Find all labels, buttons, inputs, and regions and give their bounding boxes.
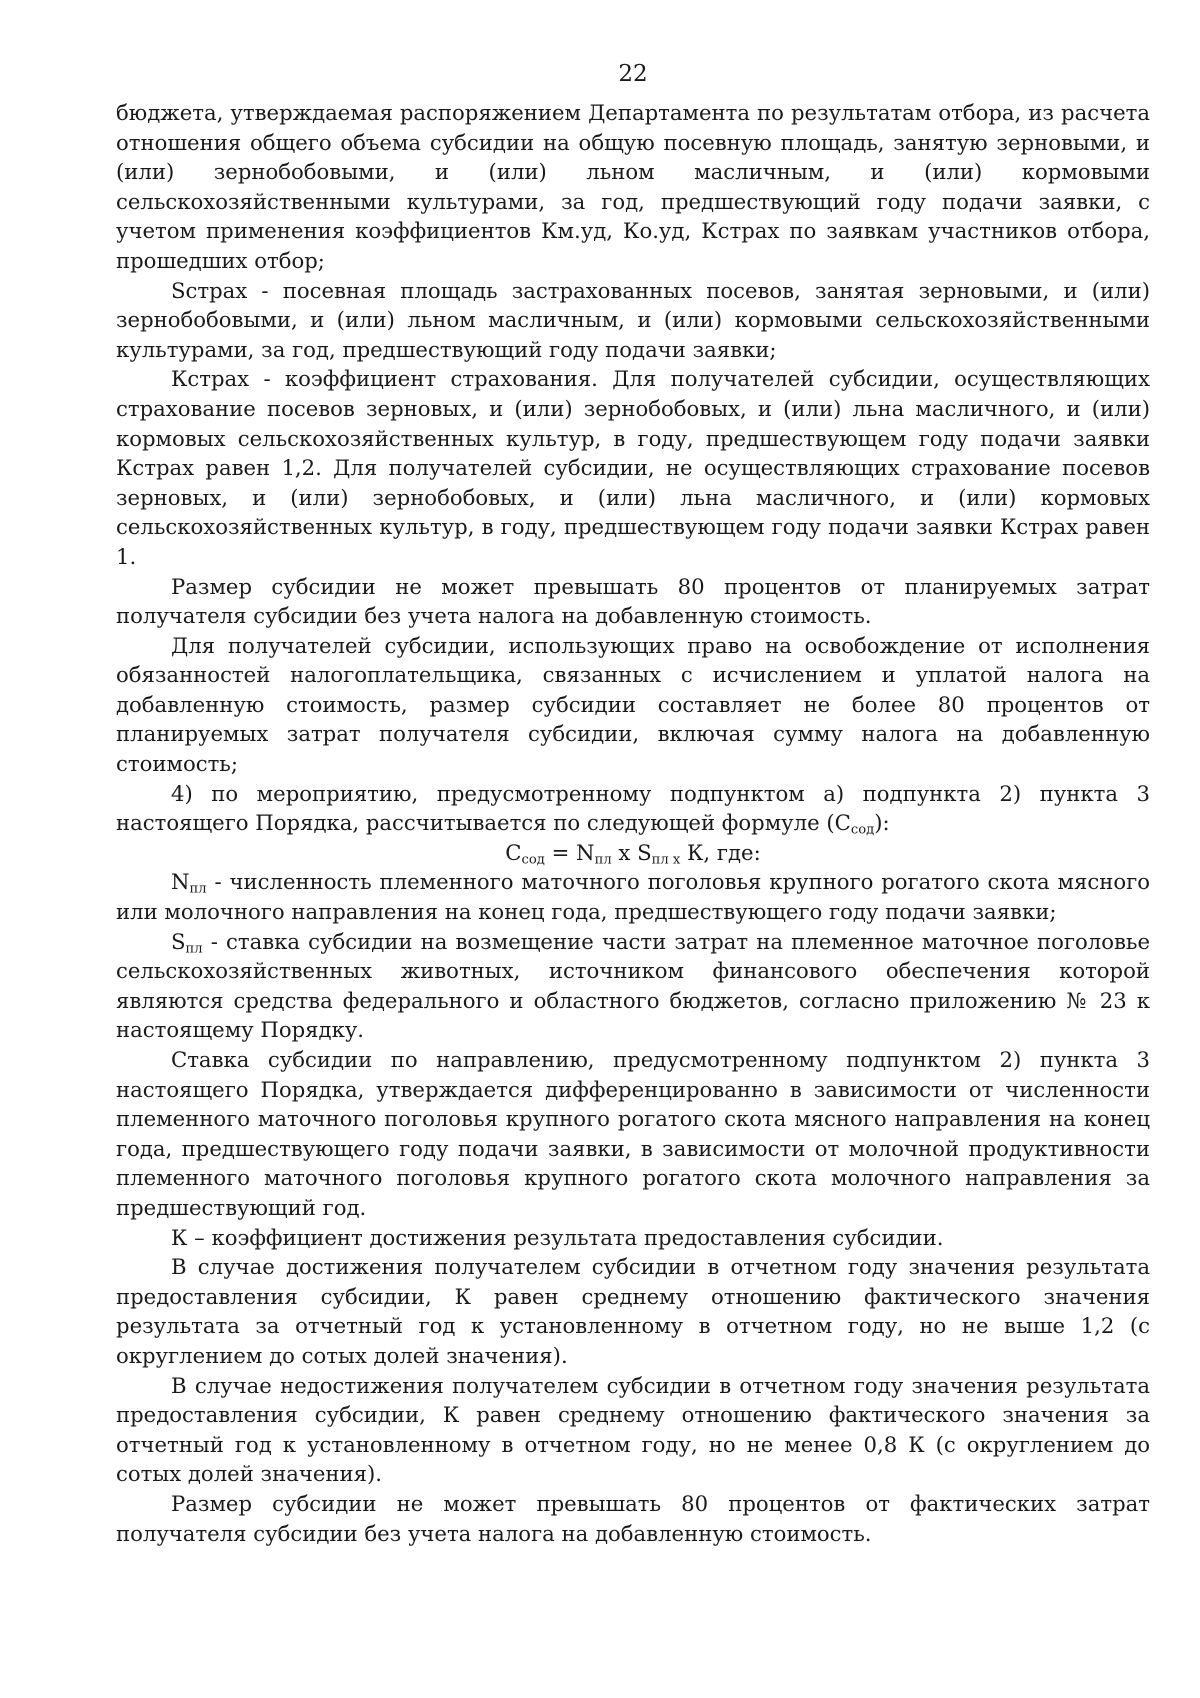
formula-c-subscript: сод [521, 852, 545, 868]
paragraph-result-not-achieved: В случае недостижения получателем субсидии в отчетном году значения результата предоставления субсидии, К равен среднему отношению фактического значения за отчетный год к установленному в отчетном году, но не менее 0,8 К (с округлением до сотых долей значения). [116, 1372, 1150, 1487]
item-4-text: 4) по мероприятию, предусмотренному подпунктом а) подпункта 2) пункта 3 настоящего Порядка, рассчитывается по следующей формуле (С [116, 780, 1150, 836]
item-4-subscript: сод [850, 822, 875, 838]
paragraph-s-pl [116, 927, 1150, 1045]
s-pl-symbol: S [171, 928, 186, 954]
formula-times-s: х S [611, 839, 652, 865]
document-body [116, 98, 1150, 1548]
paragraph-k-strakh: Кстрах - коэффициент страхования. Для получателей субсидии, осуществляющих страхование посевов зерновых, и (или) зернобобовых, и (или) льна масличного, и (или) кормовых сельскохозяйственных культур, в году, предшествующем году подачи заявки Кстрах равен 1,2. Для получателей субсидии, не осуществляющих страхование посевов зерновых, и (или) зернобобовых, и (или) льна масличного, и (или) кормовых сельскохозяйственных культур, в году, предшествующем году подачи заявки Кстрах равен 1. [116, 366, 1150, 569]
paragraph-actual-cost-limit: Размер субсидии не может превышать 80 процентов от фактических затрат получателя субсидии без учета налога на добавленную стоимость. [116, 1490, 1150, 1546]
n-pl-symbol: N [171, 869, 190, 895]
item-4-end: ): [874, 810, 890, 836]
formula-n-subscript: пл [594, 852, 612, 868]
paragraph-vat-exemption: Для получателей субсидии, использующих право на освобождение от исполнения обязанностей налогоплательщика, связанных с исчислением и уплатой налога на добавленную стоимость, размер субсидии составляет не более 80 процентов от планируемых затрат получателя субсидии, включая сумму налога на добавленную стоимость; [116, 632, 1150, 777]
paragraph-result-achieved: В случае достижения получателем субсидии в отчетном году значения результата предоставления субсидии, К равен среднему отношению фактического значения результата за отчетный год к установленному в отчетном году, но не выше 1,2 (с округлением до сотых долей значения). [116, 1254, 1150, 1368]
formula-s-subscript: пл х [651, 852, 681, 868]
paragraph-n-pl [116, 867, 1150, 926]
formula-c: С [505, 839, 522, 865]
s-pl-subscript: пл [185, 940, 203, 956]
paragraph-s-strakh: Sстрах - посевная площадь застрахованных посевов, занятая зерновыми, и (или) зернобобовыми, и (или) льном масличным, и (или) кормовыми сельскохозяйственными культурами, за год, предшествующий году подачи заявки; [116, 277, 1150, 362]
formula-equals-n: = N [544, 839, 595, 865]
page-number: 22 [618, 61, 648, 87]
paragraph-k-coefficient: К – коэффициент достижения результата предоставления субсидии. [171, 1224, 944, 1250]
n-pl-subscript: пл [189, 881, 207, 897]
paragraph-subsidy-limit: Размер субсидии не может превышать 80 процентов от планируемых затрат получателя субсидии без учета налога на добавленную стоимость. [116, 573, 1150, 629]
n-pl-definition: - численность племенного маточного поголовья крупного рогатого скота мясного или молочного направления на конец года, предшествующего году подачи заявки; [116, 869, 1150, 925]
paragraph-budget-continuation: бюджета, утверждаемая распоряжением Департамента по результатам отбора, из расчета отношения общего объема субсидии на общую посевную площадь, занятую зерновыми, и (или) зернобобовыми, и (или) льном масличным, и (или) кормовыми сельскохозяйственными культурами, за год, предшествующий году подачи заявки, с учетом применения коэффициентов Км.уд, Ко.уд, Кстрах по заявкам участников отбора, прошедших отбор; [116, 100, 1150, 273]
s-pl-definition: - ставка субсидии на возмещение части затрат на племенное маточное поголовье сельскохозяйственных животных, источником финансового обеспечения которой являются средства федерального и областного бюджетов, согласно приложению № 23 к настоящему Порядку. [116, 928, 1150, 1043]
formula [116, 838, 1150, 868]
formula-end: К, где: [680, 839, 761, 865]
paragraph-item-4 [116, 779, 1150, 838]
paragraph-rate-differentiation: Ставка субсидии по направлению, предусмотренному подпунктом 2) пункта 3 настоящего Порядка, утверждается дифференцированно в зависимости от численности племенного маточного поголовья крупного рогатого скота мясного направления на конец года, предшествующего году подачи заявки, в зависимости от молочной продуктивности племенного маточного поголовья крупного рогатого скота молочного направления за предшествующий год. [116, 1047, 1150, 1220]
